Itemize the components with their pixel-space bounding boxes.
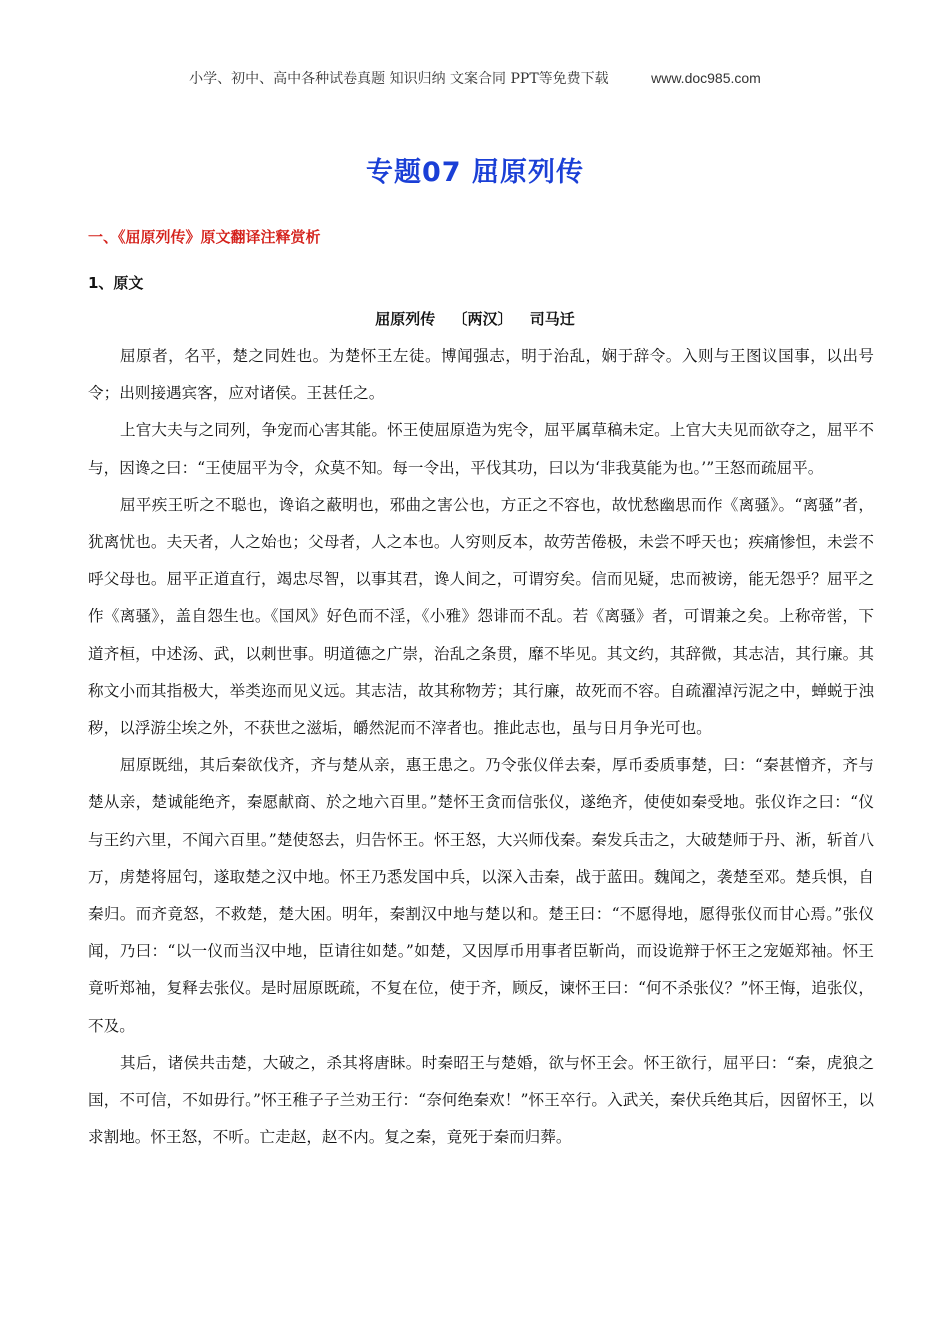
body-text [88,338,874,1156]
work-author: 司马迁 [529,310,575,328]
section-heading: 一、《屈原列传》原文翻译注释赏析 [88,228,321,246]
paragraph-2: 上官大夫与之同列，争宠而心害其能。怀王使屈原造为宪令，屈平属草稿未定。上官大夫见而欲夺之，屈平不与，因谗之曰：“王使屈平为令，众莫不知。每一令出，平伐其功，曰以为‘非我莫能为也。’”王怒而疏屈平。 [88,421,874,477]
header-site-link[interactable]: www.doc985.com [651,70,761,86]
subsection-heading: 1、原文 [88,274,144,292]
work-dynasty: 〔两汉〕 [452,310,513,328]
paragraph-1: 屈原者，名平，楚之同姓也。为楚怀王左徒。博闻强志，明于治乱，娴于辞令。入则与王图议国事，以出号令；出则接遇宾客，应对诸侯。王甚任之。 [88,347,874,403]
work-name: 屈原列传 [375,310,436,328]
paragraph-5: 其后，诸侯共击楚，大破之，杀其将唐眛。时秦昭王与楚婚，欲与怀王会。怀王欲行，屈平曰：“秦，虎狼之国，不可信，不如毋行。”怀王稚子子兰劝王行：“奈何绝秦欢！”怀王卒行。入武关，秦伏兵绝其后，因留怀王，以求割地。怀王怒，不听。亡走赵，赵不内。复之秦，竟死于秦而归葬。 [88,1053,874,1147]
paragraph-4: 屈原既绌，其后秦欲伐齐，齐与楚从亲，惠王患之。乃令张仪佯去秦，厚币委质事楚，曰：“秦甚憎齐，齐与楚从亲，楚诚能绝齐，秦愿献商、於之地六百里。”楚怀王贪而信张仪，遂绝齐，使使如秦受地。张仪诈之曰：“仪与王约六里，不闻六百里。”楚使怒去，归告怀王。怀王怒，大兴师伐秦。秦发兵击之，大破楚师于丹、淅，斩首八万，虏楚将屈匄，遂取楚之汉中地。怀王乃悉发国中兵，以深入击秦，战于蓝田。魏闻之，袭楚至邓。楚兵惧，自秦归。而齐竟怒，不救楚，楚大困。明年，秦割汉中地与楚以和。楚王曰：“不愿得地，愿得张仪而甘心焉。”张仪闻，乃曰：“以一仪而当汉中地，臣请往如楚。”如楚，又因厚币用事者臣靳尚，而设诡辩于怀王之宠姬郑袖。怀王竟听郑袖，复释去张仪。是时屈原既疏，不复在位，使于齐，顾反，谏怀王曰：“何不杀张仪？”怀王悔，追张仪，不及。 [88,756,874,1035]
page-header [0,68,950,88]
paragraph-3: 屈平疾王听之不聪也，谗谄之蔽明也，邪曲之害公也，方正之不容也，故忧愁幽思而作《离骚》。“离骚”者，犹离忧也。夫天者，人之始也；父母者，人之本也。人穷则反本，故劳苦倦极，未尝不呼天也；疾痛惨怛，未尝不呼父母也。屈平正道直行，竭忠尽智，以事其君，谗人间之，可谓穷矣。信而见疑，忠而被谤，能无怨乎？屈平之作《离骚》，盖自怨生也。《国风》好色而不淫，《小雅》怨诽而不乱。若《离骚》者，可谓兼之矣。上称帝喾，下道齐桓，中述汤、武，以刺世事。明道德之广崇，治乱之条贯，靡不毕见。其文约，其辞微，其志洁，其行廉。其称文小而其指极大，举类迩而见义远。其志洁，故其称物芳；其行廉，故死而不容。自疏濯淖污泥之中，蝉蜕于浊秽，以浮游尘埃之外，不获世之滋垢，皭然泥而不滓者也。推此志也，虽与日月争光可也。 [88,495,874,738]
document-title: 专题07 屈原列传 [366,157,584,188]
work-title [0,308,950,329]
header-tagline: 小学、初中、高中各种试卷真题 知识归纳 文案合同 PPT等免费下载 [189,71,609,87]
